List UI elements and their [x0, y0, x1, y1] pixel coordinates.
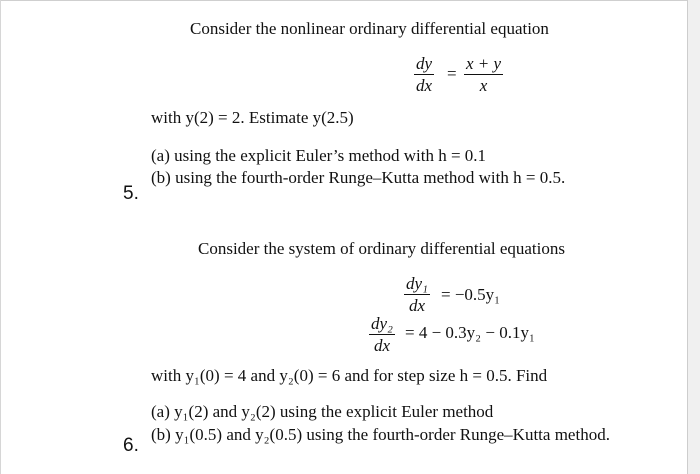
- problem6-eq2-rhs: = 4 − 0.3y₂ − 0.1y₁: [405, 323, 535, 342]
- problem5-rhs-fraction: [464, 54, 503, 95]
- left-border: [0, 0, 1, 474]
- problem6-condition: with y₁(0) = 4 and y₂(0) = 6 and for step size h = 0.5. Find: [151, 366, 548, 385]
- problem6-eq1-numerator: dy₁: [406, 274, 428, 293]
- problem5-lhs-fraction: [414, 54, 434, 95]
- problem5-number: 5.: [123, 183, 139, 204]
- top-border: [0, 0, 700, 1]
- problem5-intro: Consider the nonlinear ordinary differential equation: [190, 19, 549, 38]
- problem6-eq2-fraction: [369, 314, 395, 355]
- problem5-part-b: (b) using the fourth-order Runge–Kutta method with h = 0.5.: [151, 168, 566, 187]
- problem5-rhs-denominator: x: [479, 76, 488, 95]
- problem6-part-a: (a) y₁(2) and y₂(2) using the explicit Euler method: [151, 402, 494, 421]
- problem5-rhs-numerator: x + y: [466, 54, 502, 73]
- problem6-eq2-denominator: dx: [373, 336, 390, 355]
- problem6-eq2-numerator: dy₂: [371, 314, 393, 333]
- problem5-part-a: (a) using the explicit Euler’s method with h = 0.1: [151, 146, 487, 165]
- problem6-number: 6.: [123, 435, 139, 456]
- problem6-eq1-fraction: [404, 274, 430, 315]
- problem5-equals: =: [447, 64, 457, 83]
- problem5-lhs-denominator: dx: [416, 76, 433, 95]
- problem5-lhs-numerator: dy: [416, 54, 433, 73]
- right-scroll-gutter: [688, 0, 700, 474]
- problem5-condition: with y(2) = 2. Estimate y(2.5): [151, 108, 354, 127]
- problem6-intro: Consider the system of ordinary differential equations: [198, 239, 565, 258]
- problem6-eq1-rhs: = −0.5y₁: [441, 285, 501, 304]
- problem6-part-b: (b) y₁(0.5) and y₂(0.5) using the fourth-order Runge–Kutta method.: [151, 425, 610, 444]
- problem6-eq1-denominator: dx: [408, 296, 425, 315]
